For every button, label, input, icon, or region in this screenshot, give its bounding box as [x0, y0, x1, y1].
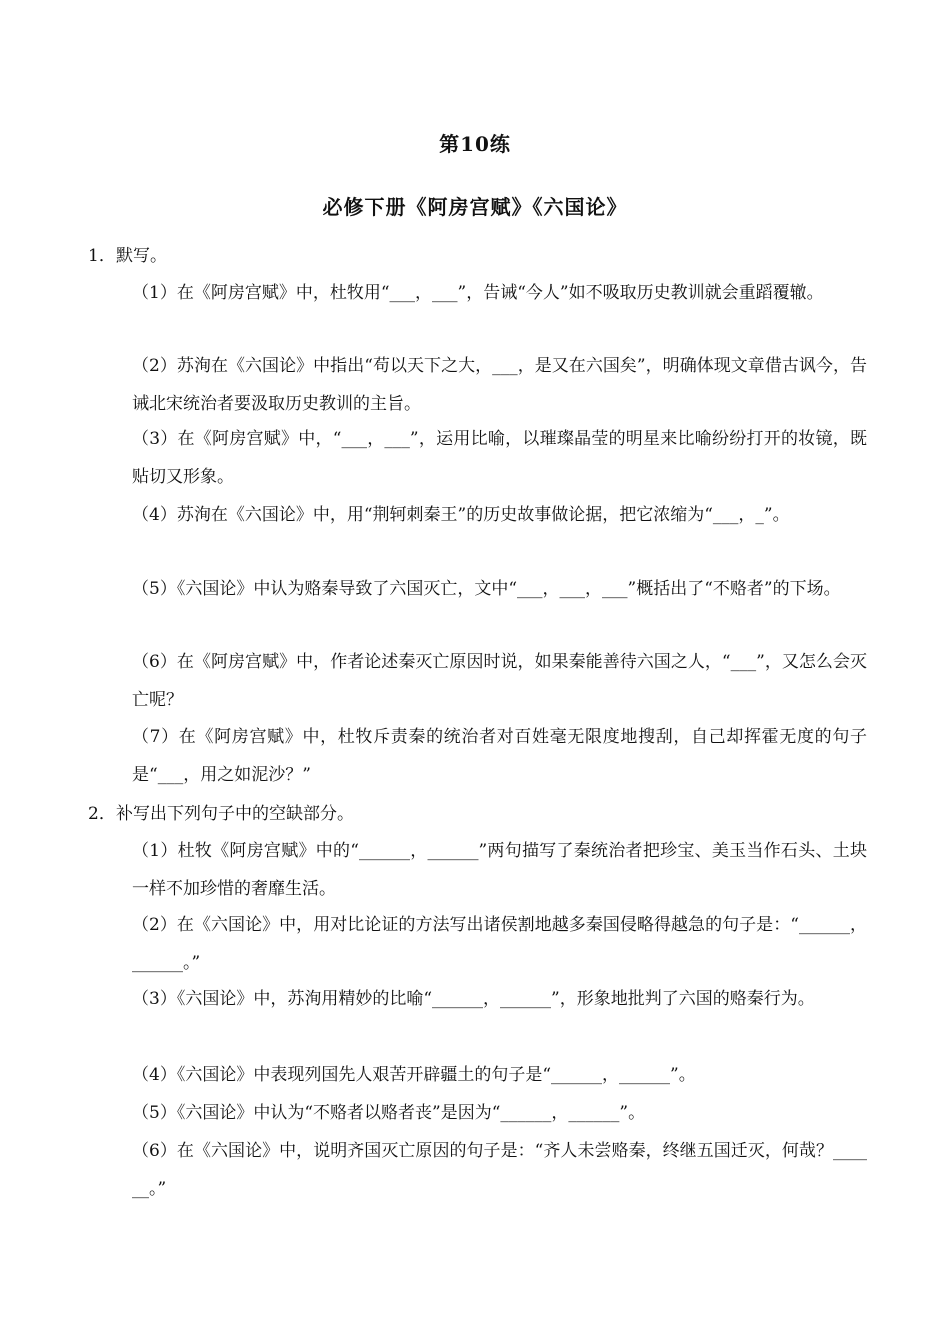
question-2-item-5: （5）《六国论》中认为“不赂者以赂者丧”是因为“______，______”。	[132, 1103, 646, 1123]
question-2-item-4: （4）《六国论》中表现列国先人艰苦开辟疆土的句子是“______，______”。	[132, 1065, 696, 1085]
question-1-item-7: （7）在《阿房宫赋》中，杜牧斥责秦的统治者对百姓毫无限度地搜刮，自己却挥霍无度的句子是“___，用之如泥沙？”	[132, 727, 867, 785]
question-number: 1．	[88, 246, 116, 266]
question-2-item-2: （2）在《六国论》中，用对比论证的方法写出诸侯割地越多秦国侵略得越急的句子是：“______，______。”	[132, 915, 867, 973]
page-subtitle: 必修下册《阿房宫赋》《六国论》	[322, 195, 628, 219]
question-1-item-6: （6）在《阿房宫赋》中，作者论述秦灭亡原因时说，如果秦能善待六国之人，“___”，又怎么会灭亡呢？	[132, 652, 867, 710]
question-1-item-1: （1）在《阿房宫赋》中，杜牧用“___，___”，告诫“今人”如不吸取历史教训就会重蹈覆辙。	[132, 283, 824, 303]
question-number: 2．	[88, 804, 116, 824]
question-2-item-6: （6）在《六国论》中，说明齐国灭亡原因的句子是：“齐人未尝赂秦，终继五国迁灭，何哉？______。”	[132, 1141, 867, 1199]
question-1-item-2: （2）苏洵在《六国论》中指出“苟以天下之大，___，是又在六国矣”，明确体现文章借古讽今，告诫北宋统治者要汲取历史教训的主旨。	[132, 356, 867, 414]
question-1-item-4: （4）苏洵在《六国论》中，用“荆轲刺秦王”的历史故事做论据，把它浓缩为“___，_”。	[132, 505, 790, 525]
question-1-item-3: （3）在《阿房宫赋》中，“___，___”，运用比喻，以璀璨晶莹的明星来比喻纷纷打开的妆镜，既贴切又形象。	[132, 429, 867, 487]
question-2-item-3: （3）《六国论》中，苏洵用精妙的比喻“______，______”，形象地批判了六国的赂秦行为。	[132, 989, 815, 1009]
page-title: 第10练	[439, 132, 511, 156]
question-prompt: 补写出下列句子中的空缺部分。	[116, 804, 354, 824]
question-2-heading	[88, 802, 354, 826]
question-1-item-5: （5）《六国论》中认为赂秦导致了六国灭亡，文中“___，___，___”概括出了“不赂者”的下场。	[132, 579, 841, 599]
question-1-heading	[88, 244, 167, 268]
question-2-item-1: （1）杜牧《阿房宫赋》中的“______，______”两句描写了秦统治者把珍宝、美玉当作石头、土块一样不加珍惜的奢靡生活。	[132, 841, 867, 899]
question-prompt: 默写。	[116, 246, 167, 266]
